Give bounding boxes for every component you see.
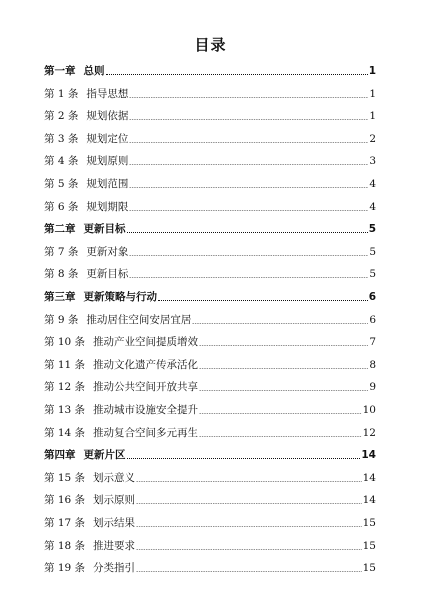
toc-page-number: 7 [369,336,376,349]
toc-entry-number: 第 14 条 [44,426,86,439]
toc-article-entry[interactable] [44,241,376,259]
dot-leader [136,549,362,550]
toc-entry-label [44,222,126,236]
toc-entry-label [44,267,128,281]
toc-entry-number: 第 17 条 [44,517,86,529]
toc-entry-label [44,109,128,123]
dot-leader [199,413,362,414]
toc-entry-number: 第三章 [44,291,76,303]
toc-entry-title: 推动文化遗产传承活化 [93,358,199,371]
toc-entry-title: 规划定位 [86,132,129,145]
toc-article-entry[interactable] [44,173,376,191]
toc-page-number: 8 [369,358,376,371]
toc-page-number: 6 [369,313,376,326]
toc-page-number: 14 [362,494,376,507]
toc-entry-number: 第 2 条 [44,110,79,123]
toc-page-number: 3 [369,155,376,168]
toc-entry-number: 第 18 条 [44,539,86,552]
toc-page-number: 12 [362,426,376,439]
dot-leader [127,232,368,233]
toc-chapter-entry[interactable] [44,218,376,236]
dot-leader [199,345,368,346]
toc-article-entry[interactable] [44,150,376,168]
dot-leader [106,74,368,75]
toc-chapter-entry[interactable] [44,444,376,462]
toc-entry-title: 更新片区 [83,449,126,462]
dot-leader [129,255,368,256]
toc-page-number: 6 [368,291,376,303]
toc-article-entry[interactable] [44,331,376,349]
dot-leader [127,458,361,459]
toc-page-number: 14 [361,449,376,462]
toc-entry-number: 第 4 条 [44,155,79,168]
toc-entry-number: 第二章 [44,223,76,236]
toc-entry-label [44,290,157,304]
toc-entry-number: 第 15 条 [44,471,86,484]
toc-article-entry[interactable] [44,467,376,485]
toc-entry-label [44,177,128,191]
toc-page-number: 15 [362,517,376,529]
toc-page-number: 1 [369,110,376,123]
toc-page-number: 1 [369,87,376,100]
dot-leader [136,571,362,572]
toc-entry-number: 第一章 [44,65,76,77]
dot-leader [129,164,368,165]
toc-entry-number: 第 6 条 [44,200,79,213]
dot-leader [136,503,362,504]
dot-leader [129,187,368,188]
toc-chapter-entry[interactable] [44,60,376,78]
toc-entry-title: 划示原则 [93,494,136,507]
toc-entry-label [44,313,191,327]
dot-leader [199,390,368,391]
toc-page-number: 15 [362,562,376,575]
toc-entry-label [44,516,135,530]
toc-entry-title: 划示结果 [93,517,136,529]
toc-entry-title: 更新目标 [86,268,129,281]
toc-entry-label [44,471,135,485]
toc-entry-label [44,154,128,168]
toc-entry-title: 规划依据 [86,110,129,123]
toc-page-number: 15 [362,539,376,552]
dot-leader [199,436,362,437]
dot-leader [129,97,368,98]
toc-entry-title: 指导思想 [86,87,129,100]
toc-entry-number: 第 7 条 [44,245,79,258]
toc-entry-title: 更新对象 [86,245,129,258]
dot-leader [136,526,362,527]
toc-article-entry[interactable] [44,376,376,394]
dot-leader [129,142,368,143]
toc-page-number: 5 [369,268,376,281]
toc-page-number: 5 [368,223,376,236]
toc-entry-number: 第 11 条 [44,358,86,371]
toc-entry-title: 更新策略与行动 [83,291,157,303]
dot-leader [129,210,368,211]
toc-entry-title: 推动复合空间多元再生 [93,426,199,439]
toc-article-entry[interactable] [44,263,376,281]
toc-entry-title: 推动产业空间提质增效 [93,336,199,349]
toc-entry-label [44,539,135,553]
toc-entry-label [44,245,128,259]
dot-leader [158,300,368,301]
toc-entry-label [44,448,126,462]
toc-page-number: 4 [369,178,376,190]
toc-entry-number: 第 1 条 [44,87,79,100]
toc-article-entry[interactable] [44,512,376,530]
toc-entry-label [44,358,198,372]
dot-leader [129,119,368,120]
toc-entry-title: 推进要求 [93,539,136,552]
toc-entry-title: 规划范围 [86,178,129,190]
toc-entry-number: 第 5 条 [44,178,79,190]
dot-leader [192,323,368,324]
toc-article-entry[interactable] [44,196,376,214]
toc-entry-label [44,426,198,440]
toc-entry-number: 第 19 条 [44,562,86,575]
toc-article-entry[interactable] [44,535,376,553]
toc-article-entry[interactable] [44,557,376,575]
toc-entry-title: 推动公共空间开放共享 [93,381,199,394]
toc-entry-label [44,335,198,349]
toc-article-entry[interactable] [44,128,376,146]
toc-article-entry[interactable] [44,309,376,327]
toc-entry-label [44,64,105,78]
toc-entry-title: 规划期限 [86,200,129,213]
toc-entry-number: 第 12 条 [44,381,86,394]
toc-entry-title: 推动居住空间安居宜居 [86,313,192,326]
toc-page-number: 4 [369,200,376,213]
toc-entry-label [44,403,198,417]
toc-article-entry[interactable] [44,354,376,372]
toc-article-entry[interactable] [44,105,376,123]
toc-entry-number: 第 9 条 [44,313,79,326]
toc-page-number: 1 [368,65,376,77]
toc-entry-number: 第 8 条 [44,268,79,281]
toc-entry-number: 第四章 [44,449,76,462]
toc-entry-title: 总则 [83,65,105,77]
toc-entry-number: 第 3 条 [44,132,79,145]
toc-entry-title: 更新目标 [83,223,126,236]
toc-entry-number: 第 10 条 [44,336,86,349]
toc-page-number: 10 [362,404,376,416]
toc-entry-number: 第 13 条 [44,404,86,416]
toc-entry-label [44,132,128,146]
toc-page-number: 2 [369,132,376,145]
dot-leader [199,368,368,369]
toc-article-entry[interactable] [44,83,376,101]
toc-page-number: 14 [362,471,376,484]
toc-chapter-entry[interactable] [44,286,376,304]
toc-article-entry[interactable] [44,422,376,440]
toc-entry-title: 划示意义 [93,471,136,484]
toc-entry-label [44,380,198,394]
toc-entry-number: 第 16 条 [44,494,86,507]
toc-entry-label [44,200,128,214]
page-title: 目录 [194,36,227,54]
toc-page-number: 9 [369,381,376,394]
dot-leader [129,277,368,278]
toc-entry-label [44,493,135,507]
toc-entry-label [44,87,128,101]
toc-entry-label [44,561,135,575]
toc-entry-title: 规划原则 [86,155,129,168]
toc-article-entry[interactable] [44,399,376,417]
toc-entry-title: 推动城市设施安全提升 [93,404,199,416]
toc-entry-title: 分类指引 [93,562,136,575]
dot-leader [136,481,362,482]
toc-article-entry[interactable] [44,489,376,507]
toc-page-number: 5 [369,245,376,258]
